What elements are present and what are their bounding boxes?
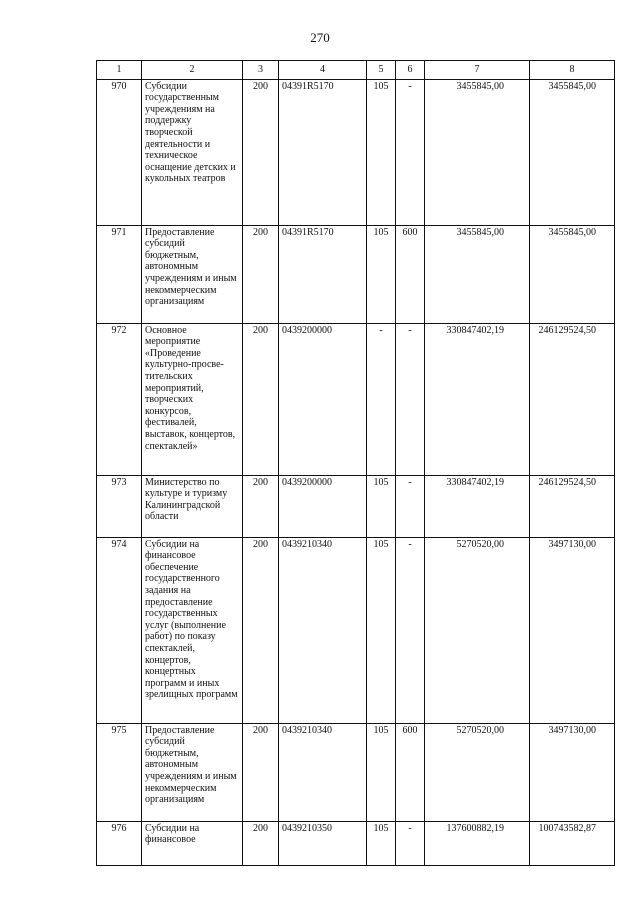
row-name: Министерство по культуре и туризму Калининградской области <box>142 475 243 537</box>
row-col-3: 200 <box>243 79 279 225</box>
row-name: Основное мероприятие «Проведение культурно-просве-тительских мероприятий, творческих конкурсов, фестивалей, выставок, концертов, спектаклей» <box>142 323 243 475</box>
row-amount-8: 3455845,00 <box>530 225 615 323</box>
row-col-6: 600 <box>396 225 425 323</box>
table-row <box>97 537 615 723</box>
table-row <box>97 821 615 865</box>
row-name: Субсидии государственным учреждениям на поддержку творческой деятельности и техническое оснащение детских и кукольных театров <box>142 79 243 225</box>
row-col-4: 0439210340 <box>279 537 367 723</box>
row-col-6: - <box>396 537 425 723</box>
column-header-6: 6 <box>396 61 425 80</box>
row-col-3: 200 <box>243 323 279 475</box>
row-col-4: 04391R5170 <box>279 79 367 225</box>
row-col-3: 200 <box>243 821 279 865</box>
header-row <box>97 61 615 80</box>
row-amount-7: 5270520,00 <box>425 723 530 821</box>
page-number: 270 <box>310 30 330 45</box>
column-header-2: 2 <box>142 61 243 80</box>
row-col-6: - <box>396 323 425 475</box>
row-col-5: 105 <box>367 821 396 865</box>
table-row <box>97 323 615 475</box>
row-amount-7: 330847402,19 <box>425 475 530 537</box>
row-amount-8: 3497130,00 <box>530 723 615 821</box>
row-col-5: 105 <box>367 537 396 723</box>
row-col-5: - <box>367 323 396 475</box>
row-amount-8: 246129524,50 <box>530 475 615 537</box>
row-name: Предоставление субсидий бюджетным, автономным учреждениям и иным некоммерческим организациям <box>142 225 243 323</box>
row-col-6: - <box>396 79 425 225</box>
budget-table <box>96 60 615 866</box>
row-col-4: 0439200000 <box>279 323 367 475</box>
row-number: 970 <box>97 79 142 225</box>
row-col-4: 0439210350 <box>279 821 367 865</box>
row-col-5: 105 <box>367 79 396 225</box>
row-number: 975 <box>97 723 142 821</box>
row-name: Субсидии на финансовое обеспечение государственного задания на предоставление государственных услуг (выполнение работ) по показу спектаклей, концертов, концертных программ и иных зрелищных программ <box>142 537 243 723</box>
table-row <box>97 723 615 821</box>
row-amount-8: 3455845,00 <box>530 79 615 225</box>
row-name: Субсидии на финансовое <box>142 821 243 865</box>
row-amount-8: 246129524,50 <box>530 323 615 475</box>
row-number: 971 <box>97 225 142 323</box>
column-header-7: 7 <box>425 61 530 80</box>
row-amount-7: 330847402,19 <box>425 323 530 475</box>
row-col-5: 105 <box>367 723 396 821</box>
table-body <box>97 79 615 865</box>
row-col-6: - <box>396 475 425 537</box>
row-col-3: 200 <box>243 723 279 821</box>
row-number: 973 <box>97 475 142 537</box>
table-row <box>97 225 615 323</box>
row-amount-7: 3455845,00 <box>425 79 530 225</box>
column-header-5: 5 <box>367 61 396 80</box>
row-number: 976 <box>97 821 142 865</box>
row-col-4: 0439210340 <box>279 723 367 821</box>
row-col-5: 105 <box>367 225 396 323</box>
row-col-6: - <box>396 821 425 865</box>
table-header <box>97 61 615 80</box>
row-amount-7: 137600882,19 <box>425 821 530 865</box>
row-number: 972 <box>97 323 142 475</box>
row-col-3: 200 <box>243 537 279 723</box>
table-row <box>97 475 615 537</box>
row-col-4: 04391R5170 <box>279 225 367 323</box>
row-number: 974 <box>97 537 142 723</box>
row-col-3: 200 <box>243 225 279 323</box>
column-header-8: 8 <box>530 61 615 80</box>
row-col-4: 0439200000 <box>279 475 367 537</box>
row-col-5: 105 <box>367 475 396 537</box>
row-amount-7: 5270520,00 <box>425 537 530 723</box>
row-amount-8: 3497130,00 <box>530 537 615 723</box>
row-name: Предоставление субсидий бюджетным, автономным учреждениям и иным некоммерческим организациям <box>142 723 243 821</box>
row-col-6: 600 <box>396 723 425 821</box>
column-header-3: 3 <box>243 61 279 80</box>
row-amount-7: 3455845,00 <box>425 225 530 323</box>
row-amount-8: 100743582,87 <box>530 821 615 865</box>
row-col-3: 200 <box>243 475 279 537</box>
table-row <box>97 79 615 225</box>
column-header-1: 1 <box>97 61 142 80</box>
column-header-4: 4 <box>279 61 367 80</box>
